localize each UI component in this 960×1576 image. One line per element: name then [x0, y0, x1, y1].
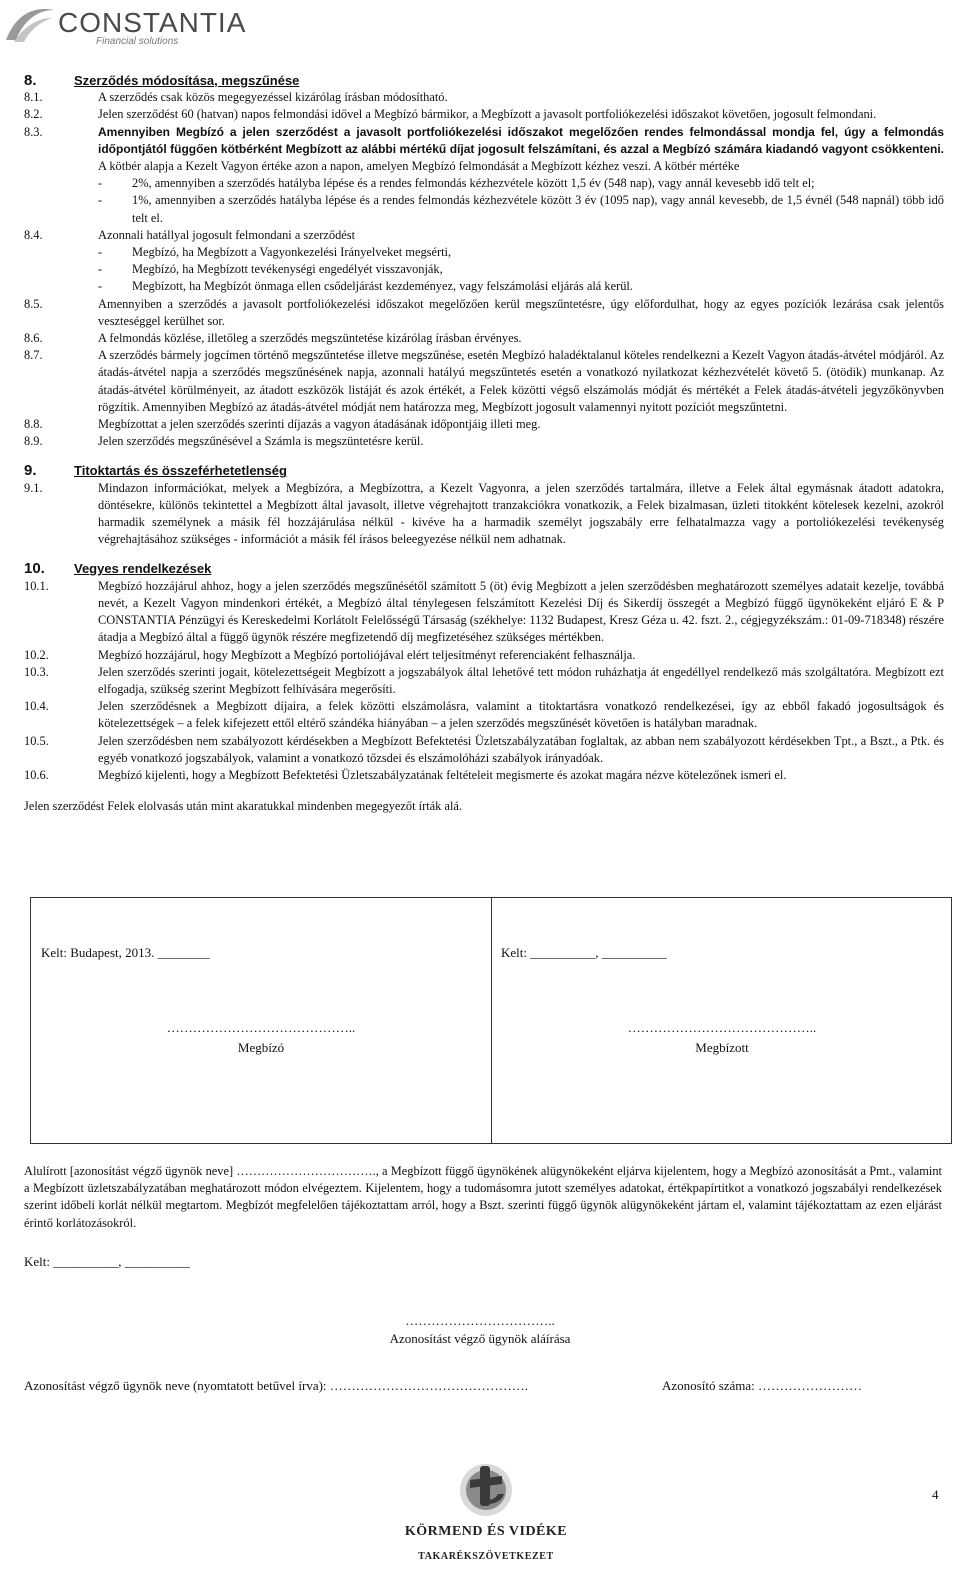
clause-text: Jelen szerződésben nem szabályozott kérdésekben a Megbízott Befektetési Üzletszabályzatában foglaltak, az abban nem szabályozott kérdésekben Tpt., a Bszt., a Ptk. és egyéb vonatkozó jogszabályok, valamint a vonatkozó tőzsdei és elszámolóházi szabályok irányadóak. — [98, 733, 944, 765]
clause-number: 10.6. — [24, 767, 49, 782]
clause-text: Megbízottat a jelen szerződés szerinti díjazás a vagyon átadásának időpontjáig illeti meg. — [98, 417, 541, 432]
page-number: 4 — [932, 1487, 939, 1502]
agent-signature-label: Azonosítást végző ügynök aláírása — [389, 1331, 571, 1346]
clause-10-6 — [24, 767, 944, 784]
bullet-text: 1%, amennyiben a szerződés hatályba lépése és a rendes felmondás kézhezvétele között 3 év (1095 nap), vagy annál kevesebb, de 1,5 évnél (548 napnál) több idő telt el. — [132, 193, 944, 225]
section-number: 10. — [24, 560, 45, 578]
section-9-heading — [24, 462, 944, 479]
section-8-heading — [24, 72, 944, 89]
clause-8-1 — [24, 89, 944, 106]
bullet-text: Megbízó, ha Megbízott tevékenységi engedélyét visszavonják, — [132, 262, 443, 277]
agent-signature-block — [300, 1312, 660, 1348]
right-date-line: Kelt: __________, __________ — [501, 945, 667, 960]
clause-text: Jelen szerződésnek a Megbízott díjaira, a felek közötti elszámolásra, valamint a titoktartásra vonatkozó rendelkezései, így az ebből fakadó jogosultságok és kötelezettségek – a felek kifejezett ettől eltérő szándéka hiányában – a jelen szerződés megszűnését követően is hatályban maradnak. — [98, 699, 944, 731]
bullet-dash: - — [98, 193, 103, 208]
left-date-line: Kelt: Budapest, 2013. ________ — [41, 945, 210, 960]
clause-text: Jelen szerződés megszűnésével a Számla is megszüntetésre kerül. — [98, 434, 424, 449]
clause-body — [98, 227, 944, 296]
bullet-text: Megbízó, ha Megbízott a Vagyonkezelési Irányelveket megsérti, — [132, 245, 452, 260]
clause-8-9 — [24, 433, 944, 450]
clause-number: 10.1. — [24, 578, 49, 593]
agent-name-line: Azonosítást végző ügynök neve (nyomtatott betűvel írva): ………………………………………. — [24, 1378, 529, 1393]
list-item — [98, 278, 944, 295]
clause-bold-text: Amennyiben Megbízó a jelen szerződést a javasolt portfoliókezelési időszakot megelőzően rendes felmondással mondja fel, úgy a felmondás időpontjától függően kötbérként Megbízott az alábbi mértékű díjat jogosult felszámítani, és azzal a Megbízó számára kiadandó vagyont csökkenteni. — [98, 124, 944, 156]
clause-10-2 — [24, 647, 944, 664]
clause-number: 10.5. — [24, 733, 49, 748]
clause-number: 8.1. — [24, 90, 43, 105]
clause-9-1 — [24, 480, 944, 549]
list-item — [98, 244, 944, 261]
bank-logo — [396, 1460, 576, 1570]
clause-text: A felmondás közlése, illetőleg a szerződés megszüntetése kizárólag írásban érvényes. — [98, 331, 522, 346]
contract-body — [24, 72, 944, 815]
clause-number: 10.4. — [24, 699, 49, 714]
clause-number: 8.6. — [24, 331, 43, 346]
right-signature-line: …………………………………….. — [627, 1020, 817, 1035]
clause-8-4 — [24, 227, 944, 296]
clause-8-6 — [24, 330, 944, 347]
clause-8-5 — [24, 296, 944, 330]
clause-8-7 — [24, 347, 944, 416]
clause-text: Megbízó hozzájárul, hogy Megbízott a Megbízó portoliójával elért teljesítményt referenciaként felhasználja. — [98, 647, 636, 662]
bullet-dash: - — [98, 262, 103, 277]
list-item — [98, 261, 944, 278]
clause-text: Jelen szerződést 60 (hatvan) napos felmondási idővel a Megbízó bármikor, a Megbízott a javasolt portfoliókezelési időszakot követően, jogosult felmondani. — [98, 107, 877, 122]
clause-text: Mindazon információkat, melyek a Megbízóra, a Megbízottra, a Kezelt Vagyonra, a jelen szerződés tartalmára, illetve a Felek által egymásnak átadott adatokra, döntésekre, különös tekintettel a Megbízott által javasolt, illetve végrehajtott tranzakciókra vonatkozik, a Felek bizalmasan, üzleti titokként kötelesek kezelni, azokról harmadik személynek a másik fél hozzájárulása nélkül - kivéve ha a harmadik személyt jogszabály erre felhatalmazza vagy a portoliókezelési tevékenység végrehajtásához szükséges - információt a másik fél írásos beleegyezése nélkül nem adhatnak. — [98, 480, 944, 547]
clause-10-1 — [24, 578, 944, 647]
clause-text: Jelen szerződés szerinti jogait, kötelezettségeit Megbízott a jogszabályok által lehetővé tett módon ruházhatja át engedéllyel rendelkező más szolgáltatóra. Megbízott ezt elfogadja, szükség szerint Megbízott felhívására megerősíti. — [98, 664, 944, 696]
clause-number: 8.2. — [24, 107, 43, 122]
clause-8-8 — [24, 416, 944, 433]
section-title: Titoktartás és összeférhetetlenség — [74, 463, 287, 479]
section-title: Vegyes rendelkezések — [74, 561, 212, 577]
section-10-heading — [24, 560, 944, 577]
bank-name: KÖRMEND ÉS VIDÉKE — [404, 1524, 568, 1539]
agent-id-line: Azonosító száma: …………………… — [662, 1378, 863, 1393]
bank-subtitle: TAKARÉKSZÖVETKEZET — [418, 1551, 554, 1562]
section-number: 8. — [24, 72, 37, 89]
bullet-dash: - — [98, 279, 103, 294]
closing-statement: Jelen szerződést Felek elolvasás után mint akaratukkal mindenben megegyezőt írták alá. — [24, 799, 462, 814]
agent-declaration: Alulírott [azonosítást végző ügynök neve] ……………………………., a Megbízott függő ügynökének alügynökeként eljárva kijelentem, hogy a Megbízó azonosítását a Pmt., valamint a Megbízott üzletszabályzatában meghatározott módon elvégeztem. Kijelentem, hogy a tudomásomra jutott személyes adatokat, értékpapírtitkot a vonatkozó jogszabályi rendelkezések szerint időbeli korlát nélkül megtartom. Megbízót megfelelően tájékoztattam arról, hogy a Bszt. szerinti függő ügynök alügynökeként jártam el, valamint tájékoztattam az ezen eljárást érintő korlátozásokról. — [24, 1164, 942, 1230]
clause-text: Megbízó kijelenti, hogy a Megbízott Befektetési Üzletszabályzatának feltételeit megismerte és azokat magára nézve kötelezőnek ismeri el. — [98, 767, 787, 782]
clause-number: 10.2. — [24, 647, 49, 662]
clause-10-4 — [24, 698, 944, 732]
bullet-dash: - — [98, 176, 103, 191]
clause-10-5 — [24, 733, 944, 767]
logo-tagline: Financial solutions — [96, 36, 179, 47]
agent-signature-line: …………………………….. — [405, 1313, 555, 1328]
clause-number: 9.1. — [24, 480, 43, 495]
list-item — [98, 175, 944, 192]
clause-number: 8.4. — [24, 227, 43, 242]
left-signature-label: Megbízó — [237, 1040, 285, 1055]
bullet-dash: - — [98, 245, 103, 260]
clause-number: 8.7. — [24, 348, 43, 363]
signature-table — [30, 897, 952, 1144]
bullet-text: Megbízott, ha Megbízót önmaga ellen csődeljárást kezdeményez, vagy felszámolási eljárás alá kerül. — [132, 279, 633, 294]
clause-text: Megbízó hozzájárul ahhoz, hogy a jelen szerződés megszűnésétől számított 5 (öt) évig Megbízott a jelen szerződésben meghatározott személyes adatait kezelje, továbbá nevét, a Kezelt Vagyon mindenkori értékét, a Megbízó által ténylegesen felszámított Kezelési Díj és Sikerdíj összegét a Megbízó függő ügynökeként eljáró E & P CONSTANTIA Pénzügyi és Kereskedelmi Korlátolt Felelősségű Társaság (székhelye: 1132 Budapest, Kresz Géza u. 42. fszt. 2., cégjegyzékszám.: 01-09-718348) részére átadja a Megbízó által a függő ügynök részére megfizetendő díj megfizetéséhez szükséges mértékben. — [98, 578, 944, 645]
list-item — [98, 192, 944, 226]
swoosh-icon — [4, 4, 56, 46]
clause-text: Azonnali hatállyal jogosult felmondani a szerződést — [98, 227, 356, 242]
clause-text: Amennyiben a szerződés a javasolt portfoliókezelési időszakot megelőzően kerül megszűntetésre, úgy előfordulhat, hogy az egyes pozíciók lezárása csak jelentős veszteséggel kerülhet sor. — [98, 296, 944, 328]
bullet-text: 2%, amennyiben a szerződés hatályba lépése és a rendes felmondás kézhezvétele között 1,5 év (548 nap), vagy annál kevesebb idő telt el; — [132, 176, 815, 191]
clause-number: 8.9. — [24, 434, 43, 449]
clause-number: 8.8. — [24, 417, 43, 432]
left-signature-line: …………………………………….. — [166, 1020, 356, 1035]
clause-8-3 — [24, 124, 944, 227]
clause-number: 8.3. — [24, 124, 43, 139]
clause-8-2 — [24, 106, 944, 123]
agent-date-line: Kelt: __________, __________ — [24, 1254, 190, 1269]
section-number: 9. — [24, 462, 37, 480]
clause-text: A szerződés csak közös megegyezéssel kizárólag írásban módosítható. — [98, 90, 448, 105]
logo-name: CONSTANTIA — [58, 7, 247, 38]
clause-body — [98, 124, 944, 227]
clause-number: 10.3. — [24, 664, 49, 679]
clause-10-3 — [24, 664, 944, 698]
clause-number: 8.5. — [24, 296, 43, 311]
bank-emblem-icon — [458, 1460, 514, 1518]
right-signature-label: Megbízott — [695, 1040, 749, 1055]
section-title: Szerződés módosítása, megszűnése — [74, 73, 300, 88]
clause-text: A kötbér alapja a Kezelt Vagyon értéke azon a napon, amelyen Megbízó felmondását a Megbízott kézhez veszi. A kötbér mértéke — [98, 159, 740, 174]
clause-text: A szerződés bármely jogcímen történő megszűntetése illetve megszűnése, esetén Megbízó haladéktalanul köteles rendelkezni a Kezelt Vagyon átadás-átvétel módjáról. Az átadás-átvétel napja a szerződés megszűnésének napja, azonnali hatályú megszűntetés esetén a vonatkozó nyilatkozat kézhezvételét követő 5. (ötödik) munkanap. Az átadás-átvétel körülményeit, az átadott eszközök listáját és azok értékét, a Felek közötti végső elszámolás módját és mértékét a Felek átadás-átvételi jegyzőkönyvben rögzítik. Amennyiben Megbízó az átadás-átvétel módját nem határozza meg, Megbízott jogosult valamennyi nyitott pozíciót megszűntetni. — [98, 348, 944, 414]
constantia-logo — [0, 0, 260, 52]
